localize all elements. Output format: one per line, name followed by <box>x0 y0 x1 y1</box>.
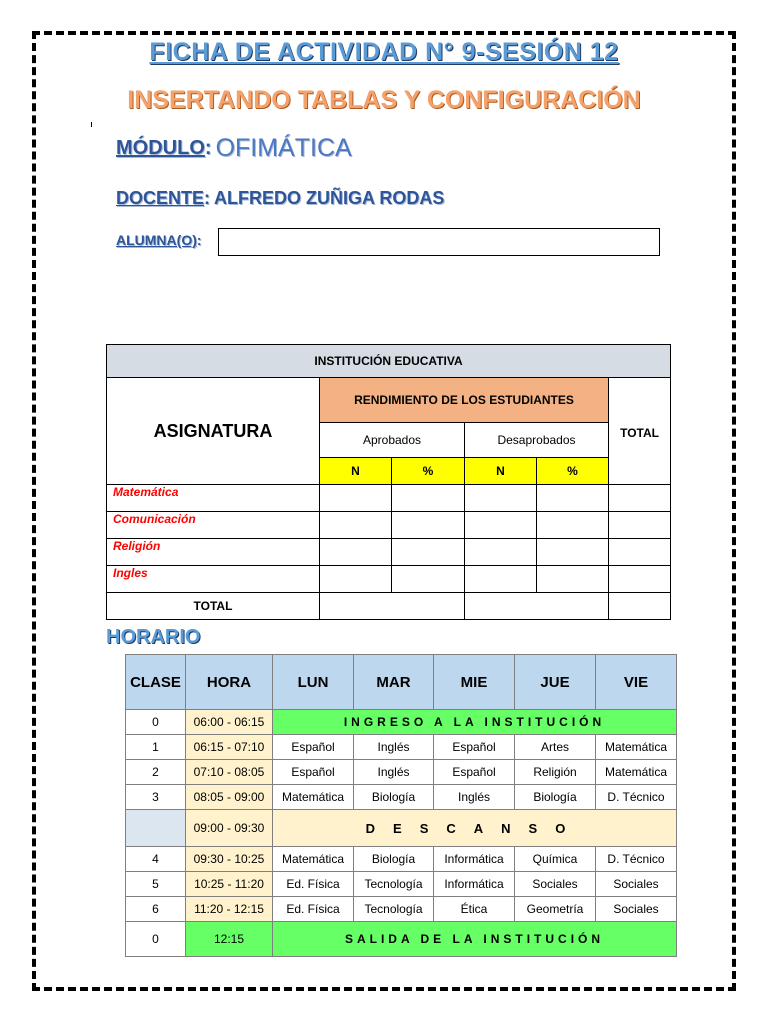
header-jue: JUE <box>515 655 596 710</box>
hora-cell: 12:15 <box>186 922 273 957</box>
clase-cell: 2 <box>126 760 186 785</box>
desaprobados-pct: % <box>537 458 609 485</box>
day-cell: Geometría <box>515 897 596 922</box>
day-cell: Sociales <box>596 897 677 922</box>
asignatura-header: ASIGNATURA <box>107 378 320 485</box>
modulo-colon: : <box>204 137 212 159</box>
ingreso-banner: INGRESO A LA INSTITUCIÓN <box>273 710 677 735</box>
desaprobados-n: N <box>465 458 537 485</box>
day-cell: D. Técnico <box>596 785 677 810</box>
day-cell: Sociales <box>596 872 677 897</box>
table-row <box>126 785 677 810</box>
alumna-field[interactable] <box>218 228 660 256</box>
docente-value: ALFREDO ZUÑIGA RODAS <box>214 188 445 208</box>
desaprobados-header: Desaprobados <box>465 423 609 458</box>
table-cell[interactable] <box>537 566 609 593</box>
header-mie: MIE <box>434 655 515 710</box>
table-cell[interactable] <box>609 593 671 620</box>
table-cell[interactable] <box>465 485 537 512</box>
day-cell: Español <box>273 735 354 760</box>
salida-banner: SALIDA DE LA INSTITUCIÓN <box>273 922 677 957</box>
header-lun: LUN <box>273 655 354 710</box>
alumna-row <box>116 232 202 248</box>
rendimiento-header: RENDIMIENTO DE LOS ESTUDIANTES <box>320 378 609 423</box>
table-row <box>107 566 671 593</box>
day-cell: Español <box>434 735 515 760</box>
subject-ingles: Ingles <box>107 566 320 593</box>
day-cell: Español <box>273 760 354 785</box>
descanso-row <box>126 810 677 847</box>
subject-religion: Religión <box>107 539 320 566</box>
institucion-header: INSTITUCIÓN EDUCATIVA <box>107 345 671 378</box>
table-cell[interactable] <box>320 593 465 620</box>
modulo-row <box>116 134 352 163</box>
table-row <box>107 512 671 539</box>
day-cell: Tecnología <box>354 872 434 897</box>
total-row-label: TOTAL <box>107 593 320 620</box>
day-cell: Artes <box>515 735 596 760</box>
page-subtitle: INSERTANDO TABLAS Y CONFIGURACIÓN <box>127 86 641 114</box>
day-cell: Tecnología <box>354 897 434 922</box>
clase-cell: 6 <box>126 897 186 922</box>
total-header: TOTAL <box>609 378 671 485</box>
descanso-banner: DESCANSO <box>273 810 677 847</box>
clase-cell: 1 <box>126 735 186 760</box>
day-cell: Ed. Física <box>273 897 354 922</box>
horario-header-row <box>126 655 677 710</box>
hora-cell: 10:25 - 11:20 <box>186 872 273 897</box>
horario-title: HORARIO <box>106 626 201 648</box>
day-cell: Matemática <box>273 847 354 872</box>
table-cell[interactable] <box>465 593 609 620</box>
hora-cell: 09:30 - 10:25 <box>186 847 273 872</box>
clase-cell <box>126 810 186 847</box>
day-cell: Biología <box>515 785 596 810</box>
table-cell[interactable] <box>392 512 465 539</box>
table-row <box>126 760 677 785</box>
table-cell[interactable] <box>465 512 537 539</box>
day-cell: Biología <box>354 785 434 810</box>
table-cell[interactable] <box>609 539 671 566</box>
header-mar: MAR <box>354 655 434 710</box>
table-cell[interactable] <box>392 566 465 593</box>
table-row <box>126 710 677 735</box>
docente-label: DOCENTE <box>116 188 205 208</box>
page-title: FICHA DE ACTIVIDAD N° 9-SESIÓN 12 <box>149 38 619 66</box>
day-cell: Matemática <box>273 785 354 810</box>
day-cell: Ed. Física <box>273 872 354 897</box>
horario-table <box>125 654 677 957</box>
clase-cell: 0 <box>126 922 186 957</box>
total-row <box>107 593 671 620</box>
table-cell[interactable] <box>537 512 609 539</box>
table-row <box>126 847 677 872</box>
hora-cell: 08:05 - 09:00 <box>186 785 273 810</box>
day-cell: Ética <box>434 897 515 922</box>
day-cell: Química <box>515 847 596 872</box>
table-cell[interactable] <box>537 485 609 512</box>
header-vie: VIE <box>596 655 677 710</box>
hora-cell: 06:15 - 07:10 <box>186 735 273 760</box>
docente-colon: : <box>204 188 211 208</box>
table-cell[interactable] <box>392 485 465 512</box>
salida-row <box>126 922 677 957</box>
table-cell[interactable] <box>320 512 392 539</box>
clase-cell: 3 <box>126 785 186 810</box>
hora-cell: 07:10 - 08:05 <box>186 760 273 785</box>
docente-row <box>116 188 444 209</box>
day-cell: Sociales <box>515 872 596 897</box>
alumna-label: ALUMNA(O) <box>116 232 197 248</box>
alumna-colon: : <box>196 232 202 248</box>
clase-cell: 5 <box>126 872 186 897</box>
hora-cell: 11:20 - 12:15 <box>186 897 273 922</box>
modulo-value: OFIMÁTICA <box>215 134 352 162</box>
table-row <box>126 872 677 897</box>
aprobados-n: N <box>320 458 392 485</box>
day-cell: Informática <box>434 847 515 872</box>
stray-mark <box>91 122 92 127</box>
header-clase: CLASE <box>126 655 186 710</box>
day-cell: Español <box>434 760 515 785</box>
clase-cell: 0 <box>126 710 186 735</box>
table-cell[interactable] <box>320 566 392 593</box>
day-cell: Biología <box>354 847 434 872</box>
rendimiento-table <box>106 344 671 620</box>
clase-cell: 4 <box>126 847 186 872</box>
day-cell: Religión <box>515 760 596 785</box>
table-cell[interactable] <box>392 539 465 566</box>
day-cell: D. Técnico <box>596 847 677 872</box>
day-cell: Inglés <box>354 735 434 760</box>
hora-cell: 06:00 - 06:15 <box>186 710 273 735</box>
table-row <box>126 735 677 760</box>
table-cell[interactable] <box>537 539 609 566</box>
day-cell: Inglés <box>434 785 515 810</box>
table-row <box>126 897 677 922</box>
day-cell: Informática <box>434 872 515 897</box>
table-row <box>107 485 671 512</box>
table-cell[interactable] <box>320 539 392 566</box>
table-cell[interactable] <box>465 539 537 566</box>
table-cell[interactable] <box>609 512 671 539</box>
aprobados-header: Aprobados <box>320 423 465 458</box>
day-cell: Inglés <box>354 760 434 785</box>
aprobados-pct: % <box>392 458 465 485</box>
modulo-label: MÓDULO <box>116 137 205 159</box>
table-cell[interactable] <box>609 566 671 593</box>
subject-matematica: Matemática <box>107 485 320 512</box>
day-cell: Matemática <box>596 760 677 785</box>
table-cell[interactable] <box>465 566 537 593</box>
table-row <box>107 539 671 566</box>
hora-cell: 09:00 - 09:30 <box>186 810 273 847</box>
day-cell: Matemática <box>596 735 677 760</box>
header-hora: HORA <box>186 655 273 710</box>
table-cell[interactable] <box>609 485 671 512</box>
subject-comunicacion: Comunicación <box>107 512 320 539</box>
table-cell[interactable] <box>320 485 392 512</box>
